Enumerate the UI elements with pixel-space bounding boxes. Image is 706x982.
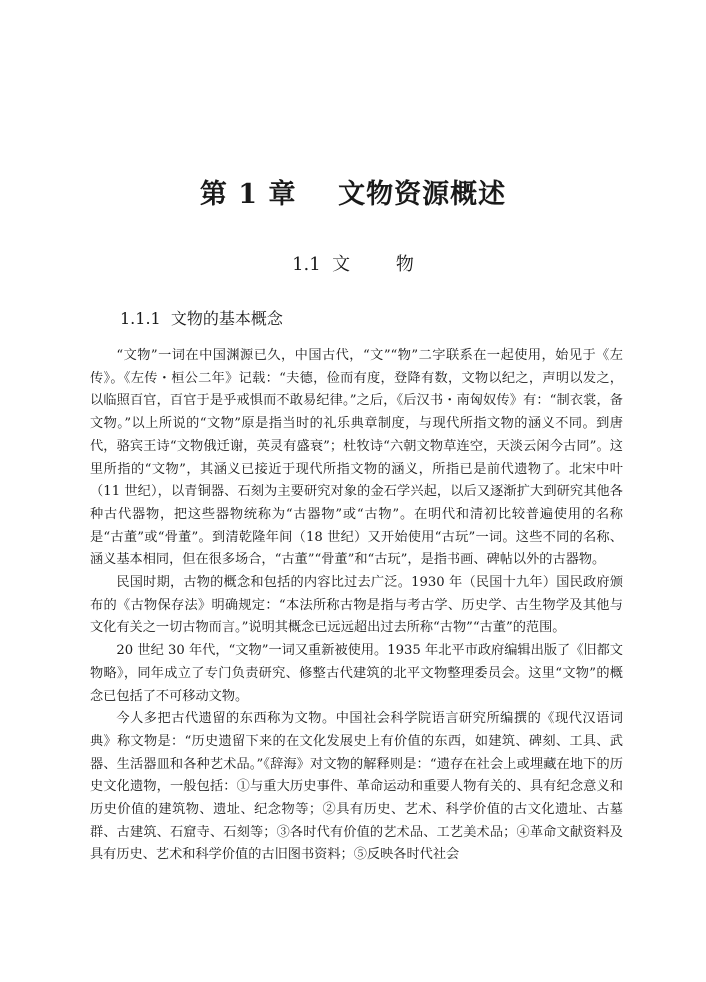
paragraph: 20 世纪 30 年代，“文物”一词又重新被使用。1935 年北平市政府编辑出版了《旧都文物略》，同年成立了专门负责研究、修整古代建筑的北平文物整理委员会。这里“文物”的概念已包括了不可移动文物。 <box>90 643 623 704</box>
subsection-title: 1.1.1 文物的基本概念 <box>120 309 283 328</box>
paragraph: “文物”一词在中国渊源已久，中国古代，“文”“物”二字联系在一起使用，始见于《左传》。《左传・桓公二年》记载：“夫德，俭而有度，登降有数，文物以纪之，声明以发之，以临照百官，百官于是乎戒惧而不敢易纪律。”之后，《后汉书・南匈奴传》有：“制衣裳，备文物。”以上所说的“文物”原是指当时的礼乐典章制度，与现代所指文物的涵义不同。到唐代，骆宾王诗“文物俄迁谢，英灵有盛衰”；杜牧诗“六朝文物草连空，天淡云闲今古同”。这里所指的“文物”，其涵义已接近于现代所指文物的涵义，所指已是前代遗物了。北宋中叶（11 世纪），以青铜器、石刻为主要研究对象的金石学兴起，以后又逐渐扩大到研究其他各种古代器物，把这些器物统称为“古器物”或“古物”。在明代和清初比较普遍使用的名称是“古董”或“骨董”。到清乾隆年间（18 世纪）又开始使用“古玩”一词。这些不同的名称、涵义基本相同，但在很多场合，“古董”“骨董”和“古玩”，是指书画、碑帖以外的古器物。 <box>90 348 623 568</box>
body-text <box>90 345 623 867</box>
chapter-title: 第 1 章 文物资源概述 <box>199 179 507 210</box>
paragraph: 今人多把古代遗留的东西称为文物。中国社会科学院语言研究所编撰的《现代汉语词典》称文物是：“历史遗留下来的在文化发展史上有价值的东西，如建筑、碑刻、工具、武器、生活器皿和各种艺术品。”《辞海》对文物的解释则是：“遗存在社会上或埋藏在地下的历史文化遗物，一般包括：①与重大历史事件、革命运动和重要人物有关的、具有纪念意义和历史价值的建筑物、遗址、纪念物等；②具有历史、艺术、科学价值的古文化遗址、古墓群、古建筑、石窟寺、石刻等；③各时代有价值的艺术品、工艺美术品；④革命文献资料及具有历史、艺术和科学价值的古旧图书资料；⑤反映各时代社会 <box>90 711 623 863</box>
paragraph: 民国时期，古物的概念和包括的内容比过去广泛。1930 年（民国十九年）国民政府颁布的《古物保存法》明确规定：“本法所称古物是指与考古学、历史学、古生物学及其他与文化有关之一切古物而言。”说明其概念已远远超出过去所称“古物”“古董”的范围。 <box>90 575 623 636</box>
section-title: 1.1 文 物 <box>292 254 414 275</box>
